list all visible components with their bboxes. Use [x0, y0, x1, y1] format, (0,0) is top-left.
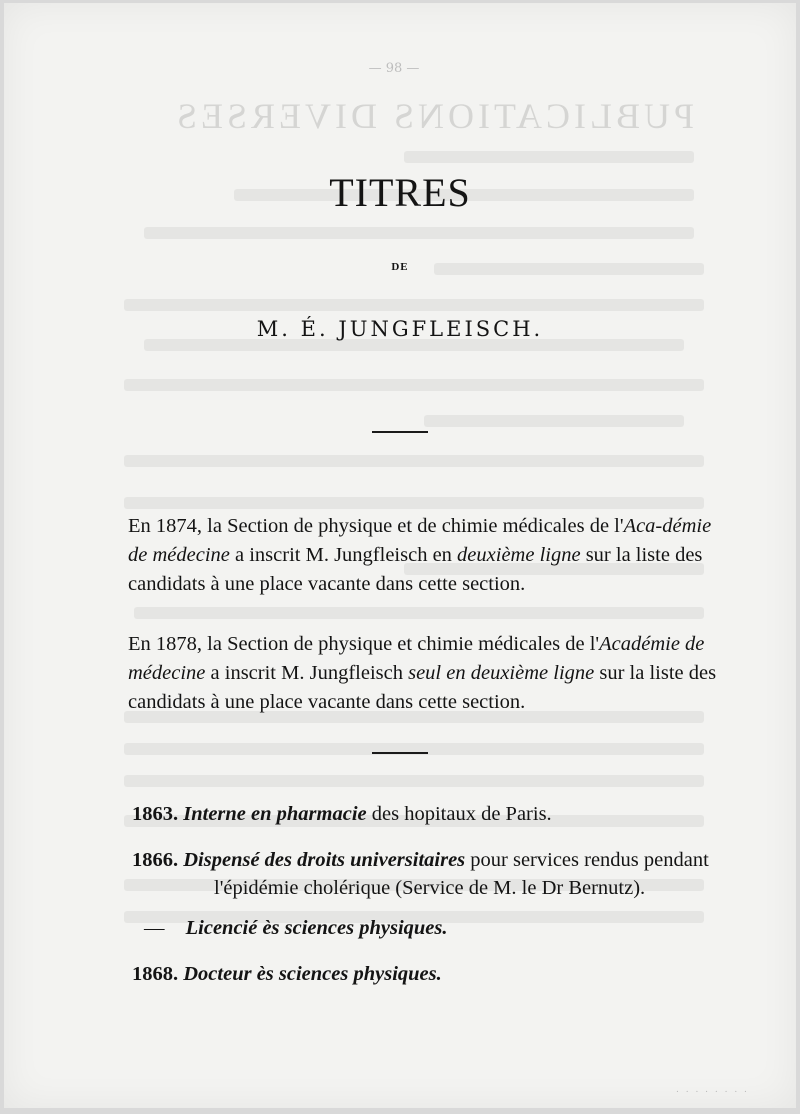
paragraph-1878-emphasis-ligne: seul en deuxième ligne: [408, 662, 595, 684]
paragraph-1878-emphasis-academie: Académie de médecine: [128, 633, 705, 684]
entry-1863: [132, 800, 732, 828]
entry-title: Interne en pharmacie: [183, 803, 367, 825]
paragraph-1874-emphasis-ligne: deuxième ligne: [457, 544, 581, 566]
entry-rest: des hopitaux de Paris.: [366, 803, 552, 825]
entry-title: Licencié ès sciences physiques.: [185, 917, 448, 939]
entry-1868: [132, 960, 732, 988]
entry-licencie: [144, 914, 744, 942]
paragraph-1874-emphasis-academie: Aca-démie de médecine: [128, 515, 712, 566]
page-title: TITRES: [329, 170, 471, 215]
title-connector: DE: [391, 261, 409, 273]
entry-rest: pour services rendus pendant: [465, 849, 709, 871]
entry-title: Docteur ès sciences physiques.: [183, 963, 442, 985]
entry-year: 1866.: [132, 849, 179, 871]
divider-rule: [372, 431, 428, 433]
entry-year: 1868.: [132, 963, 179, 985]
paragraph-1874-text-2: a inscrit M. Jungfleisch en: [229, 544, 458, 566]
paragraph-1874-text: En 1874, la Section de physique et de chimie médicales de l': [128, 515, 624, 537]
document-page: [4, 3, 796, 1108]
bleed-through-background: PUBLICATIONS DIVERSES: [4, 3, 796, 1108]
paragraph-1874: [128, 512, 728, 599]
entry-title: Dispensé des droits universitaires: [183, 849, 466, 871]
paragraph-1878-text: En 1878, la Section de physique et chimie médicales de l': [128, 633, 600, 655]
entry-year: 1863.: [132, 803, 179, 825]
divider-rule-2: [372, 752, 428, 754]
document-content: [4, 3, 796, 1108]
paragraph-1874-text-3: sur la liste des candidats à une place vacante dans cette section.: [128, 544, 703, 595]
paragraph-1878-text-2: a inscrit M. Jungfleisch: [205, 662, 409, 684]
paragraph-1878-text-3: sur la liste des candidats à une place vacante dans cette section.: [128, 662, 717, 713]
page-number: — 98 —: [368, 61, 420, 76]
footer-dots: . . . . . . . .: [676, 1085, 749, 1095]
paragraph-1878: [128, 630, 728, 717]
author-name: M. É. JUNGFLEISCH.: [256, 317, 544, 341]
entry-1866: [132, 846, 732, 902]
entry-continuation: l'épidémie cholérique (Service de M. le Dr Bernutz).: [214, 877, 646, 899]
entry-dash: —: [144, 917, 165, 939]
